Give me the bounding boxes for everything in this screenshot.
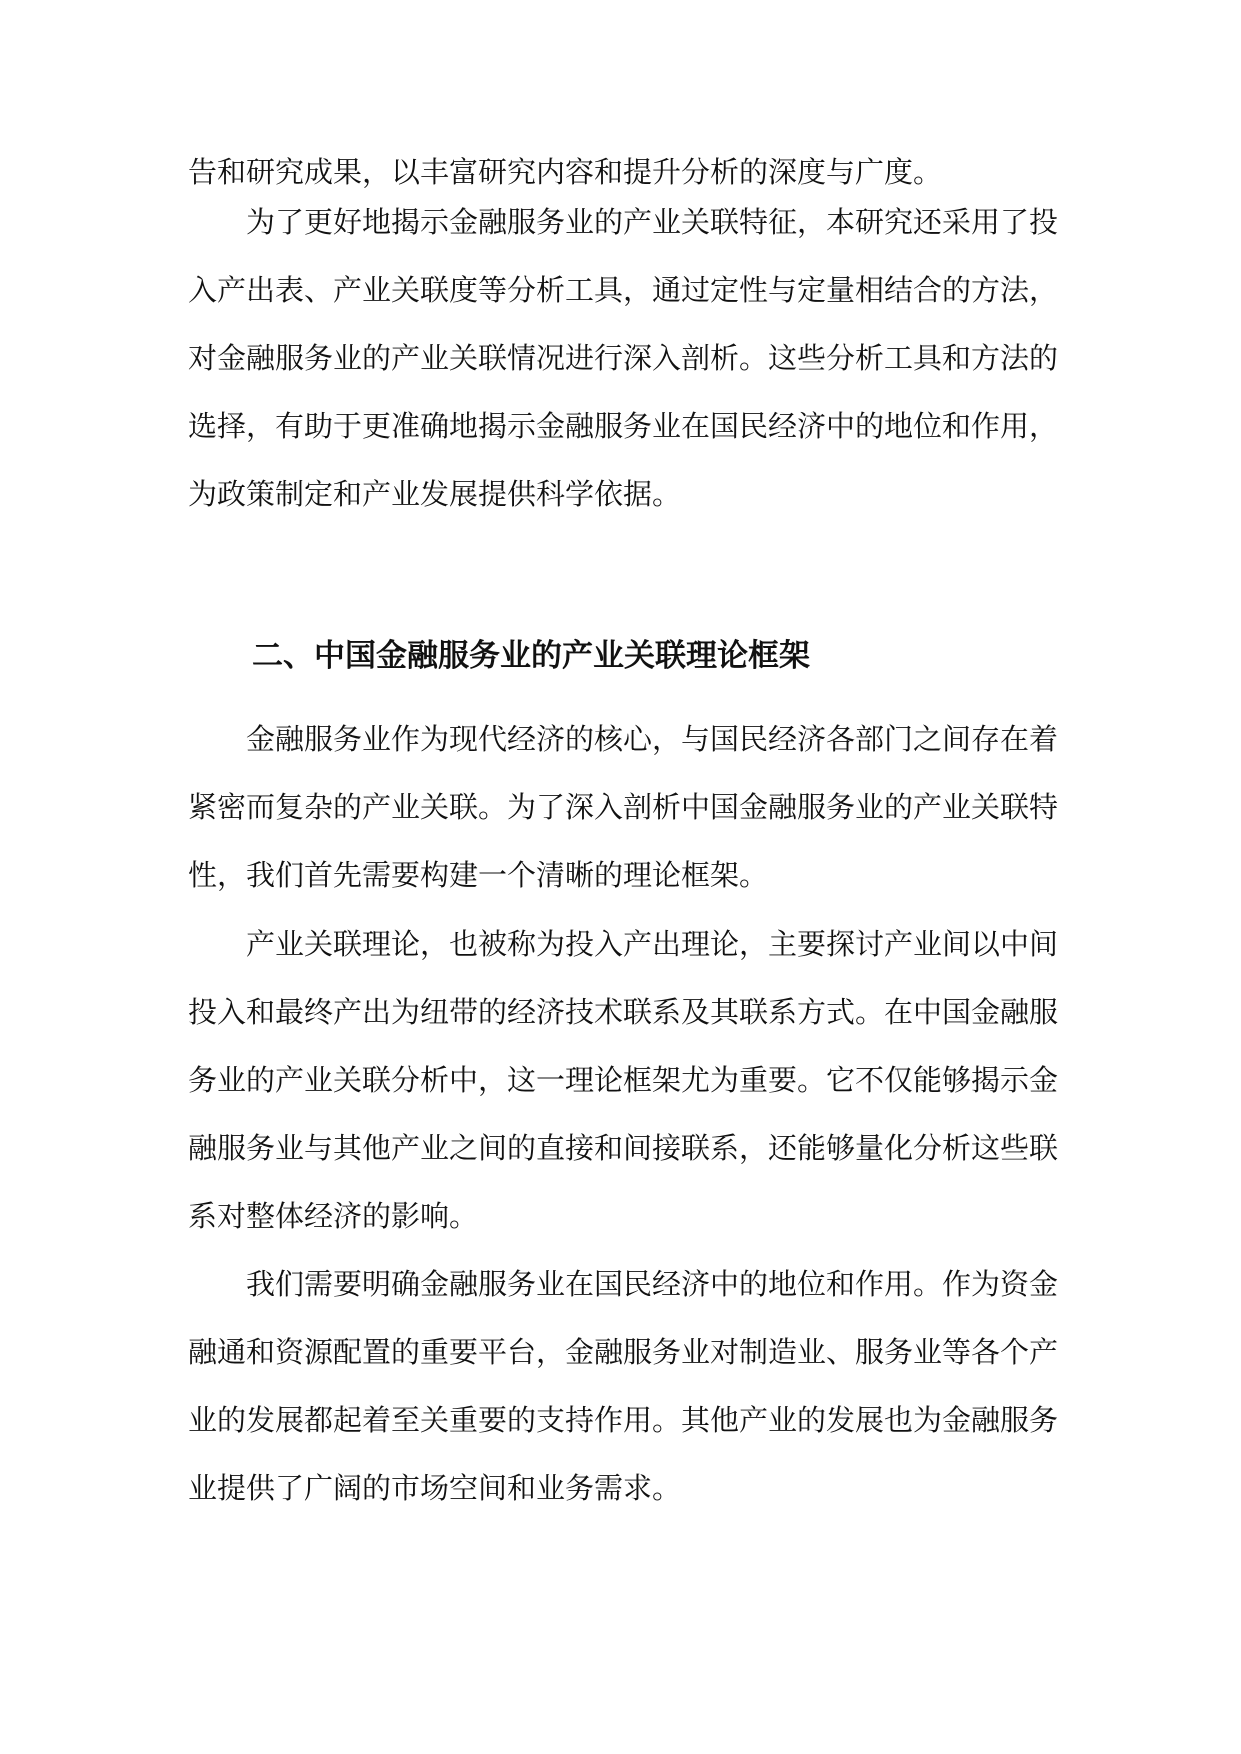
methods-paragraph-line: 选择，有助于更准确地揭示金融服务业在国民经济中的地位和作用，	[188, 409, 1059, 443]
core-paragraph-line: 金融服务业作为现代经济的核心，与国民经济各部门之间存在着	[246, 722, 1059, 756]
theory-paragraph-line: 投入和最终产出为纽带的经济技术联系及其联系方式。在中国金融服	[188, 995, 1059, 1029]
section-heading: 二、中国金融服务业的产业关联理论框架	[252, 638, 810, 674]
methods-paragraph-line: 为了更好地揭示金融服务业的产业关联特征，本研究还采用了投	[246, 205, 1059, 239]
role-paragraph-line: 业提供了广阔的市场空间和业务需求。	[188, 1471, 682, 1505]
core-paragraph-line: 性，我们首先需要构建一个清晰的理论框架。	[188, 858, 769, 892]
theory-paragraph-line: 产业关联理论，也被称为投入产出理论，主要探讨产业间以中间	[246, 927, 1059, 961]
role-paragraph-line: 我们需要明确金融服务业在国民经济中的地位和作用。作为资金	[246, 1267, 1059, 1301]
intro-continuation-line: 告和研究成果，以丰富研究内容和提升分析的深度与广度。	[188, 155, 943, 189]
methods-paragraph-line: 对金融服务业的产业关联情况进行深入剖析。这些分析工具和方法的	[188, 341, 1059, 375]
theory-paragraph-line: 务业的产业关联分析中，这一理论框架尤为重要。它不仅能够揭示金	[188, 1063, 1059, 1097]
methods-paragraph-line: 为政策制定和产业发展提供科学依据。	[188, 477, 682, 511]
methods-paragraph-line: 入产出表、产业关联度等分析工具，通过定性与定量相结合的方法，	[188, 273, 1059, 307]
theory-paragraph-line: 系对整体经济的影响。	[188, 1199, 479, 1233]
role-paragraph-line: 融通和资源配置的重要平台，金融服务业对制造业、服务业等各个产	[188, 1335, 1059, 1369]
theory-paragraph-line: 融服务业与其他产业之间的直接和间接联系，还能够量化分析这些联	[188, 1131, 1059, 1165]
role-paragraph-line: 业的发展都起着至关重要的支持作用。其他产业的发展也为金融服务	[188, 1403, 1059, 1437]
core-paragraph-line: 紧密而复杂的产业关联。为了深入剖析中国金融服务业的产业关联特	[188, 790, 1059, 824]
